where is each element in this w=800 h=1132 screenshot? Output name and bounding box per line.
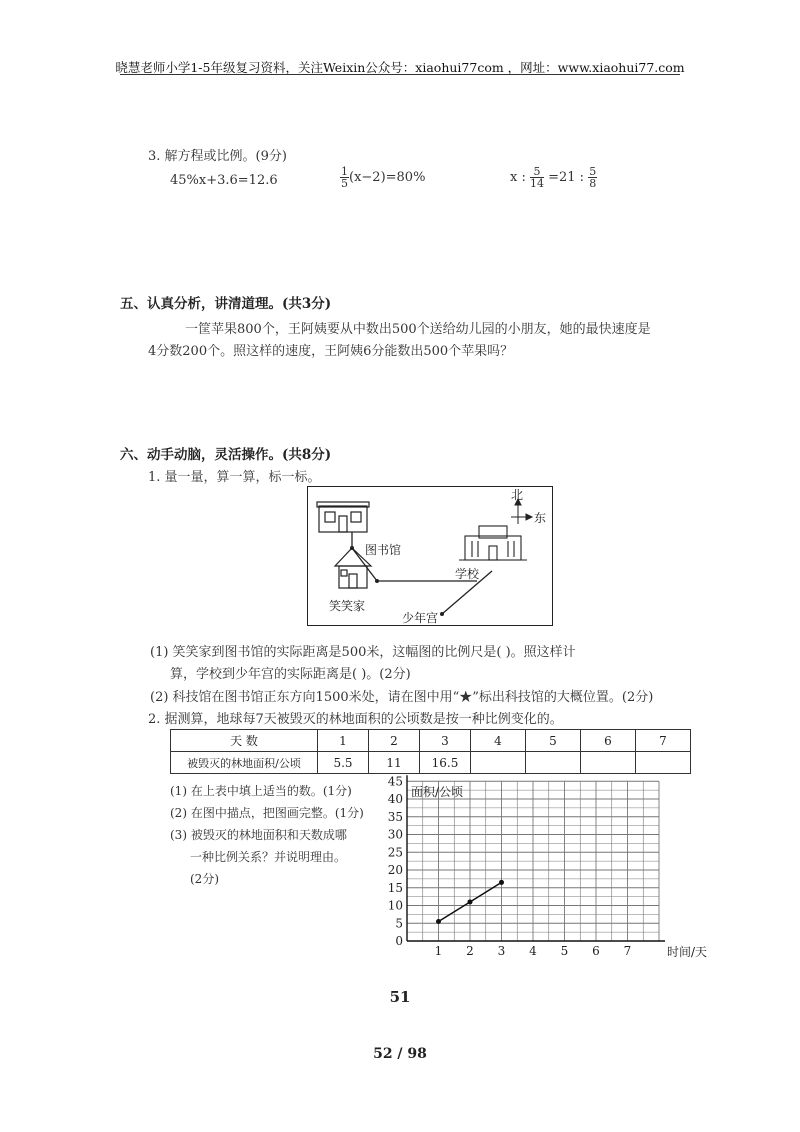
y-tick-label: 15 bbox=[387, 880, 403, 895]
sub-question-1: (1) 在上表中填上适当的数。(1分) bbox=[170, 784, 352, 798]
equation-3: x : $\frac{5}{14}$ =21 : $\frac{5}{8}$ bbox=[510, 165, 597, 190]
y-tick-label: 25 bbox=[387, 845, 403, 860]
equation-1: 45%x+3.6=12.6 bbox=[170, 173, 278, 188]
east-label: 东 bbox=[534, 511, 547, 525]
y-tick-label: 10 bbox=[387, 898, 403, 913]
y-tick-label: 45 bbox=[387, 774, 403, 789]
y-tick-label: 30 bbox=[387, 827, 403, 842]
table-header-days: 天 数 bbox=[171, 730, 318, 752]
table-input-cell[interactable] bbox=[636, 752, 691, 774]
table-cell: 6 bbox=[581, 730, 636, 752]
section-6-title: 六、动手动脑，灵活操作。(共8分) bbox=[120, 447, 332, 463]
x-tick-label: 1 bbox=[434, 944, 443, 958]
question-1-part-2: (2) 科技馆在图书馆正东方向1500米处，请在图中用“★”标出科技馆的大概位置。(2分) bbox=[150, 690, 654, 705]
page-number: 51 bbox=[389, 988, 411, 1006]
library-icon bbox=[317, 502, 369, 532]
question-1-title: 1. 量一量，算一算，标一标。 bbox=[148, 470, 321, 485]
compass-icon bbox=[511, 499, 532, 524]
library-point bbox=[350, 546, 354, 550]
y-axis-label: 面积/公顷 bbox=[411, 785, 464, 799]
x-tick-label: 3 bbox=[497, 944, 506, 958]
table-header-area: 被毁灭的林地面积/公顷 bbox=[171, 752, 318, 774]
x-axis-label: 时间/天 bbox=[667, 945, 708, 959]
table-input-cell[interactable] bbox=[471, 752, 526, 774]
table-cell: 5.5 bbox=[318, 752, 369, 774]
q3-title: 3. 解方程或比例。(9分) bbox=[148, 149, 287, 164]
y-tick-label: 0 bbox=[395, 934, 403, 948]
section-5-line-1: 一筐苹果800个，王阿姨要从中数出500个送给幼儿园的小朋友，她的最快速度是 bbox=[185, 322, 651, 337]
question-1-part-1-line-b: 算，学校到少年宫的实际距离是( )。(2分) bbox=[170, 667, 411, 682]
page-header: 晓慧老师小学1-5年级复习资料，关注Weixin公众号：xiaohui77com ，网址：www.xiaohui77.com bbox=[115, 60, 685, 75]
fraction-5-14: $\frac{5}{14}$ bbox=[529, 165, 544, 190]
section-5-title: 五、认真分析，讲清道理。(共3分) bbox=[120, 296, 332, 312]
sub-question-3-line-a: (3) 被毁灭的林地面积和天数成哪 bbox=[170, 828, 347, 842]
area-line-chart bbox=[360, 774, 708, 964]
home-point bbox=[375, 579, 379, 583]
table-row-days bbox=[171, 730, 691, 752]
table-cell: 7 bbox=[636, 730, 691, 752]
y-tick-label: 20 bbox=[387, 863, 403, 877]
sub-question-2: (2) 在图中描点，把图画完整。(1分) bbox=[170, 806, 364, 820]
table-cell: 16.5 bbox=[420, 752, 471, 774]
equation-2: $\frac{1}{5}$ (x−2)=80% bbox=[341, 165, 426, 190]
x-tick-label: 5 bbox=[560, 944, 569, 958]
table-input-cell[interactable] bbox=[581, 752, 636, 774]
question-2-title: 2. 据测算，地球每7天被毁灭的林地面积的公顷数是按一种比例变化的。 bbox=[148, 712, 563, 727]
table-cell: 1 bbox=[318, 730, 369, 752]
school-icon bbox=[459, 526, 527, 560]
fraction-5-8: $\frac{5}{8}$ bbox=[589, 165, 597, 190]
section-5-line-2: 4分数200个。照这样的速度，王阿姨6分能数出500个苹果吗？ bbox=[148, 344, 514, 359]
school-label: 学校 bbox=[455, 567, 480, 581]
data-point bbox=[468, 899, 473, 904]
sub-question-3-line-b: 一种比例关系？并说明理由。 bbox=[190, 850, 347, 864]
sub-question-3-line-c: (2分) bbox=[190, 872, 219, 886]
table-cell: 2 bbox=[369, 730, 420, 752]
table-input-cell[interactable] bbox=[526, 752, 581, 774]
x-tick-label: 7 bbox=[623, 944, 632, 958]
map-figure bbox=[307, 486, 553, 626]
data-table bbox=[170, 729, 691, 774]
x-tick-label: 6 bbox=[592, 944, 600, 958]
library-label: 图书馆 bbox=[365, 543, 402, 557]
question-1-part-1-line-a: (1) 笑笑家到图书馆的实际距离是500米，这幅图的比例尺是( )。照这样计 bbox=[150, 645, 576, 660]
x-tick-label: 2 bbox=[466, 944, 474, 958]
y-tick-label: 5 bbox=[395, 916, 403, 931]
page-of-total: 52 / 98 bbox=[373, 1046, 427, 1062]
x-tick-label: 4 bbox=[529, 944, 537, 958]
header-divider bbox=[120, 74, 680, 75]
table-cell: 4 bbox=[471, 730, 526, 752]
y-tick-label: 35 bbox=[387, 809, 403, 824]
data-point bbox=[436, 919, 441, 924]
palace-label: 少年宫 bbox=[402, 611, 439, 625]
table-row-areas bbox=[171, 752, 691, 774]
north-label: 北 bbox=[511, 488, 524, 502]
home-label: 笑笑家 bbox=[329, 599, 366, 613]
table-cell: 3 bbox=[420, 730, 471, 752]
table-cell: 5 bbox=[526, 730, 581, 752]
y-tick-label: 40 bbox=[387, 792, 403, 806]
table-cell: 11 bbox=[369, 752, 420, 774]
fraction-one-fifth: $\frac{1}{5}$ bbox=[341, 165, 348, 190]
palace-point bbox=[440, 612, 444, 616]
data-point bbox=[499, 880, 504, 885]
